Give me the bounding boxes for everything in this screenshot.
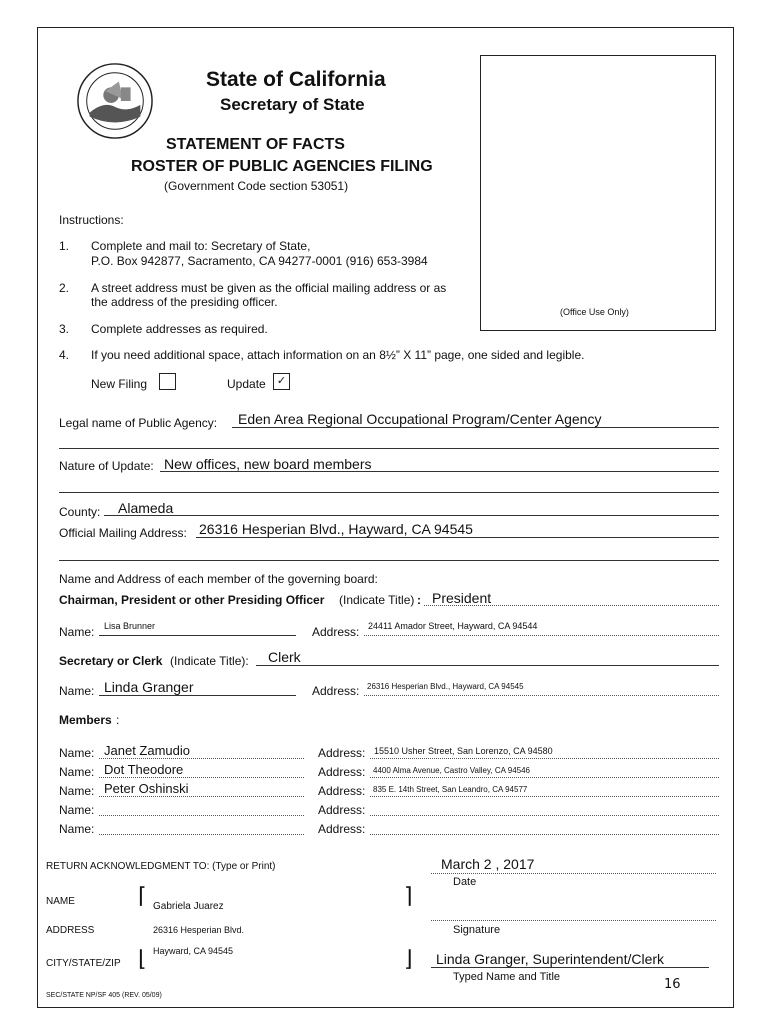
instruction-text: A street address must be given as the official mailing address or as [91, 281, 447, 295]
legal-name-line-2 [59, 448, 719, 449]
secretary-name-line [99, 695, 296, 696]
return-name-field[interactable]: Gabriela Juarez [153, 901, 224, 912]
chair-colon: : [417, 593, 421, 607]
mailing-field[interactable]: 26316 Hesperian Blvd., Hayward, CA 94545 [199, 521, 473, 537]
typed-name-field[interactable]: Linda Granger, Superintendent/Clerk [436, 951, 665, 967]
members-colon: : [116, 713, 120, 727]
member-address-label: Address: [318, 765, 366, 779]
member-name-line [99, 796, 304, 797]
member-name-line [99, 834, 304, 835]
member-address-field[interactable]: 835 E. 14th Street, San Leandro, CA 94577 [373, 785, 528, 794]
instruction-number: 2. [59, 281, 70, 295]
return-ack-heading: RETURN ACKNOWLEDGMENT TO: (Type or Print) [46, 861, 276, 872]
instruction-number: 1. [59, 239, 70, 253]
member-address-label: Address: [318, 822, 366, 836]
update-checkbox[interactable]: ✓ [273, 373, 290, 390]
member-address-label: Address: [318, 784, 366, 798]
return-city-field[interactable]: Hayward, CA 94545 [153, 946, 234, 956]
date-field[interactable]: March 2 , 2017 [441, 856, 535, 872]
secretary-address-line [364, 695, 719, 696]
form-title-line-2: ROSTER OF PUBLIC AGENCIES FILING [131, 158, 433, 175]
member-address-line [370, 796, 719, 797]
board-intro: Name and Address of each member of the governing board: [59, 572, 378, 586]
chair-name-label: Name: [59, 625, 95, 639]
member-name-label: Name: [59, 765, 95, 779]
bracket-bottom-right: ⌋ [404, 946, 413, 971]
bracket-top-right: ⌉ [404, 883, 413, 908]
return-name-label: NAME [46, 896, 75, 907]
member-name-field[interactable]: Janet Zamudio [104, 743, 190, 758]
secretary-name-field[interactable]: Linda Granger [104, 679, 194, 695]
member-name-label: Name: [59, 784, 95, 798]
member-name-label: Name: [59, 746, 95, 760]
legal-name-field[interactable]: Eden Area Regional Occupational Program/Center Agency [238, 411, 602, 427]
county-line [104, 515, 719, 516]
member-name-field[interactable]: Peter Oshinski [104, 781, 189, 796]
members-label: Members [59, 713, 112, 727]
chair-name-line [99, 635, 296, 636]
instruction-text: Complete addresses as required. [91, 322, 268, 336]
instruction-text: If you need additional space, attach information on an 8½” X 11” page, one sided and legible. [91, 348, 585, 362]
form-id: SEC/STATE NP/SF 405 (REV. 05/09) [46, 992, 162, 999]
member-name-label: Name: [59, 803, 95, 817]
secretary-label: Secretary or Clerk [59, 654, 163, 668]
instruction-text: the address of the presiding officer. [91, 295, 278, 309]
secretary-indicate: (Indicate Title): [170, 654, 249, 668]
return-address-field[interactable]: 26316 Hesperian Blvd. [153, 925, 245, 935]
typed-name-label: Typed Name and Title [453, 971, 561, 983]
form-title-line-1: STATEMENT OF FACTS [166, 136, 345, 153]
secretary-title-line [256, 665, 719, 666]
bracket-bottom-left: ⌊ [138, 946, 147, 971]
chair-address-label: Address: [312, 625, 360, 639]
chair-label: Chairman, President or other Presiding Officer [59, 593, 325, 607]
secretary-address-field[interactable]: 26316 Hesperian Blvd., Hayward, CA 94545 [367, 682, 524, 691]
chair-address-line [364, 635, 719, 636]
indicate-title: (Indicate Title) [339, 593, 415, 607]
page-number: 16 [664, 977, 681, 992]
member-address-label: Address: [318, 746, 366, 760]
secretary-title-field[interactable]: Clerk [268, 649, 301, 665]
nature-label: Nature of Update: [59, 459, 154, 473]
date-label: Date [453, 876, 477, 888]
new-filing-checkbox[interactable] [159, 373, 176, 390]
nature-line-2 [59, 492, 719, 493]
return-address-label: ADDRESS [46, 925, 95, 936]
signature-label: Signature [453, 924, 501, 936]
member-name-line [99, 777, 304, 778]
bracket-top-left: ⌈ [138, 883, 147, 908]
state-seal-icon [76, 62, 154, 140]
chair-title-field[interactable]: President [432, 590, 492, 606]
member-name-label: Name: [59, 822, 95, 836]
legal-name-line [232, 427, 719, 428]
instruction-text: Complete and mail to: Secretary of State, [91, 239, 311, 253]
member-address-label: Address: [318, 803, 366, 817]
member-address-line [370, 834, 719, 835]
member-name-field[interactable]: Dot Theodore [104, 762, 184, 777]
typed-name-line [431, 967, 709, 968]
secretary-address-label: Address: [312, 684, 360, 698]
return-city-label: CITY/STATE/ZIP [46, 958, 121, 969]
member-address-line [370, 815, 719, 816]
signature-line [431, 920, 716, 921]
secretary-name-label: Name: [59, 684, 95, 698]
member-name-line [99, 815, 304, 816]
instruction-number: 3. [59, 322, 70, 336]
new-filing-label: New Filing [91, 377, 148, 391]
date-line [431, 873, 716, 874]
update-label: Update [227, 377, 266, 391]
legal-name-label: Legal name of Public Agency: [59, 416, 218, 430]
county-field[interactable]: Alameda [118, 500, 174, 516]
instructions-heading: Instructions: [59, 213, 124, 227]
member-address-field[interactable]: 15510 Usher Street, San Lorenzo, CA 94580 [374, 746, 553, 756]
code-section: (Government Code section 53051) [164, 179, 349, 193]
member-address-field[interactable]: 4400 Alma Avenue, Castro Valley, CA 94546 [373, 766, 530, 775]
state-title: State of California [206, 68, 386, 91]
mailing-line-2 [59, 560, 719, 561]
member-address-line [370, 777, 719, 778]
member-address-line [370, 758, 719, 759]
office-use-box [480, 55, 716, 331]
county-label: County: [59, 505, 101, 519]
office-title: Secretary of State [220, 95, 365, 114]
nature-field[interactable]: New offices, new board members [164, 456, 372, 472]
chair-name-field[interactable]: Lisa Brunner [104, 621, 156, 631]
office-use-label: (Office Use Only) [560, 307, 629, 317]
mailing-line [196, 537, 719, 538]
chair-address-field[interactable]: 24411 Amador Street, Hayward, CA 94544 [368, 621, 538, 631]
instruction-number: 4. [59, 348, 70, 362]
mailing-label: Official Mailing Address: [59, 526, 187, 540]
member-name-line [99, 758, 304, 759]
instruction-text: P.O. Box 942877, Sacramento, CA 94277-0001 (916) 653-3984 [91, 254, 428, 268]
